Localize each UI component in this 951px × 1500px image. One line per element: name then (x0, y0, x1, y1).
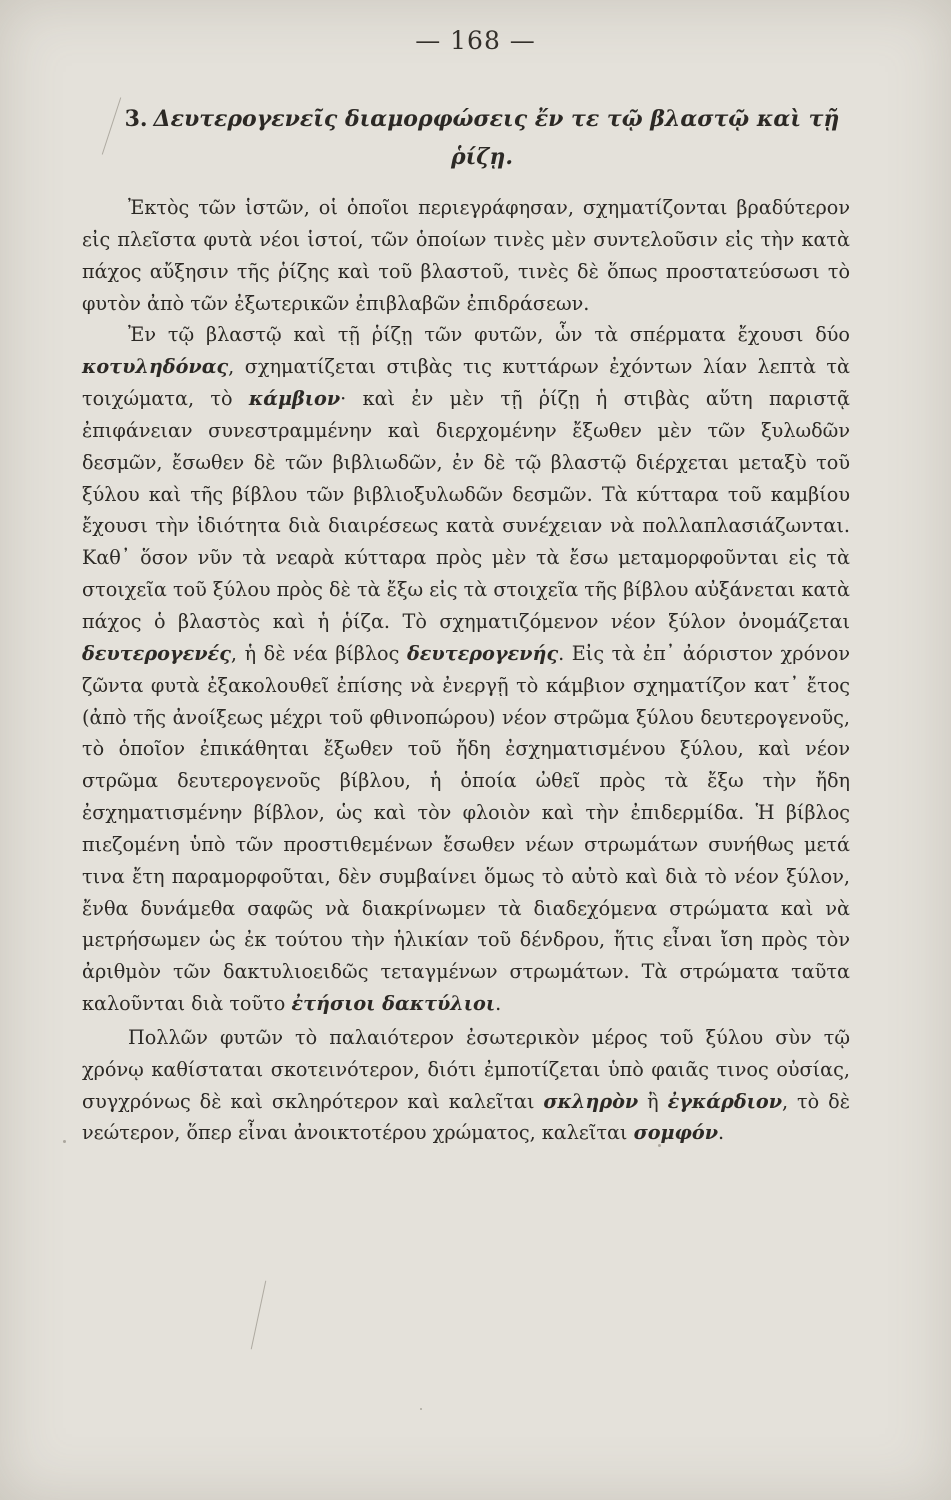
body-text (82, 192, 850, 1149)
text-run: . (495, 992, 502, 1016)
term-skleron: σκληρὸν (543, 1089, 639, 1113)
paper-speck (420, 1408, 422, 1410)
term-somphon: σομφόν (633, 1121, 719, 1145)
pencil-mark (251, 1281, 267, 1350)
paragraph-cambium (82, 319, 850, 1020)
term-deuterogenes-biblos: δευτερογενής (406, 641, 559, 665)
term-etesioi-daktylioi: ἐτήσιοι δακτύλιοι (291, 992, 496, 1016)
term-deuterogenes-xylon: δευτερογενές (82, 641, 231, 665)
section-title: Δευτερογενεῖς διαμορφώσεις ἔν τε τῷ βλαστῷ καὶ τῇ ῥίζῃ. (153, 106, 840, 170)
text-run: Ἐν τῷ βλαστῷ καὶ τῇ ῥίζῃ τῶν φυτῶν, ὧν τὰ σπέρματα ἔχουσι δύο (128, 323, 850, 347)
text-run: , τὸ δὲ νεώτερον, ὅπερ εἶναι ἀνοικτοτέρου χρώματος, καλεῖται (82, 1089, 850, 1145)
text-run: ἢ (638, 1089, 668, 1113)
paper-speck (658, 1144, 661, 1147)
term-enkardion: ἐγκάρδιον (667, 1089, 783, 1113)
term-kambion: κάμβιον (248, 387, 341, 411)
term-kotyledones: κοτυληδόνας (82, 355, 229, 379)
text-run: , ἡ δὲ νέα βίβλος (230, 641, 407, 665)
text-run: . (718, 1121, 725, 1145)
paragraph-heartwood (82, 1022, 850, 1149)
section-heading (112, 100, 852, 176)
text-run: . Εἰς τὰ ἐπ᾽ ἀόριστον χρόνον ζῶντα φυτὰ ἐξακολουθεῖ ἐπίσης νὰ ἐνεργῇ τὸ κάμβιον σχηματίζον κατ᾽ ἔτος (ἀπὸ τῆς ἀνοίξεως μέχρι τοῦ φθινοπώρου) νέον στρῶμα ξύλου δευτερογενοῦς, τὸ ὁποῖον ἐπικάθηται ἔξωθεν τοῦ ἤδη ἐσχηματισμένου ξύλου, καὶ νέον στρῶμα δευτερογενοῦς βίβλου, ἡ ὁποία ὠθεῖ πρὸς τὰ ἔξω τὴν ἤδη ἐσχηματισμένην βίβλον, ὡς καὶ τὸν φλοιὸν καὶ τὴν ἐπιδερμίδα. Ἡ βίβλος πιεζομένη ὑπὸ τῶν προστιθεμένων ἔσωθεν νέων στρωμάτων συνήθως μετά τινα ἔτη παραμορφοῦται, δὲν συμβαίνει ὅμως τὸ αὐτὸ καὶ διὰ τὸ νέον ξύλον, ἔνθα δυνάμεθα σαφῶς νὰ διακρίνωμεν τὰ διαδεχόμενα στρώματα καὶ νὰ μετρήσωμεν ὡς ἐκ τούτου τὴν ἡλικίαν τοῦ δένδρου, ἥτις εἶναι ἴση πρὸς τὸν ἀριθμὸν τῶν δακτυλιοειδῶς τεταγμένων στρωμάτων. Τὰ στρώματα ταῦτα καλοῦνται διὰ τοῦτο (82, 641, 851, 1016)
text-run: · καὶ ἐν μὲν τῇ ῥίζῃ ἡ στιβὰς αὕτη παριστᾷ ἐπιφάνειαν συνεστραμμένην καὶ διερχομένην ἔξωθεν μὲν τῶν ξυλωδῶν δεσμῶν, ἔσωθεν δὲ τῶν βιβλιωδῶν, ἐν δὲ τῷ βλαστῷ διέρχεται μεταξὺ τοῦ ξύλου καὶ τῆς βίβλου τῶν βιβλιοξυλωδῶν δεσμῶν. Τὰ κύτταρα τοῦ καμβίου ἔχουσι τὴν ἰδιότητα διὰ διαιρέσεως κατὰ συνέχειαν νὰ πολλαπλασιάζωνται. Καθ᾽ ὅσον νῦν τὰ νεαρὰ κύτταρα πρὸς μὲν τὰ ἔσω μεταμορφοῦνται εἰς τὰ στοιχεῖα τοῦ ξύλου πρὸς δὲ τὰ ἔξω εἰς τὰ στοιχεῖα τῆς βίβλου αὐξάνεται κατὰ πάχος ὁ βλαστὸς καὶ ἡ ῥίζα. Τὸ σχηματιζόμενον νέον ξύλον ὀνομάζεται (82, 387, 850, 633)
section-number: 3. (124, 106, 148, 132)
paper-speck (63, 1140, 66, 1143)
text-run: Ἐκτὸς τῶν ἱστῶν, οἱ ὁποῖοι περιεγράφησαν, σχηματίζονται βραδύτερον εἰς πλεῖστα φυτὰ νέοι ἱστοί, τῶν ὁποίων τινὲς μὲν συντελοῦσιν εἰς τὴν κατὰ πάχος αὔξησιν τῆς ῥίζης καὶ τοῦ βλαστοῦ, τινὲς δὲ ὅπως προστατεύσωσι τὸ φυτὸν ἀπὸ τῶν ἐξωτερικῶν ἐπιβλαβῶν ἐπιδράσεων. (82, 196, 850, 315)
page-number: — 168 — (415, 26, 536, 55)
text-run: , σχηματίζεται στιβὰς τις κυττάρων ἐχόντων λίαν λεπτὰ τὰ τοιχώματα, τὸ (82, 355, 850, 411)
paragraph-intro (82, 192, 850, 319)
text-run: Πολλῶν φυτῶν τὸ παλαιότερον ἐσωτερικὸν μέρος τοῦ ξύλου σὺν τῷ χρόνῳ καθίσταται σκοτεινότερον, διότι ἐμποτίζεται ὑπὸ φαιᾶς τινος οὐσίας, συγχρόνως δὲ καὶ σκληρότερον καὶ καλεῖται (82, 1025, 850, 1113)
